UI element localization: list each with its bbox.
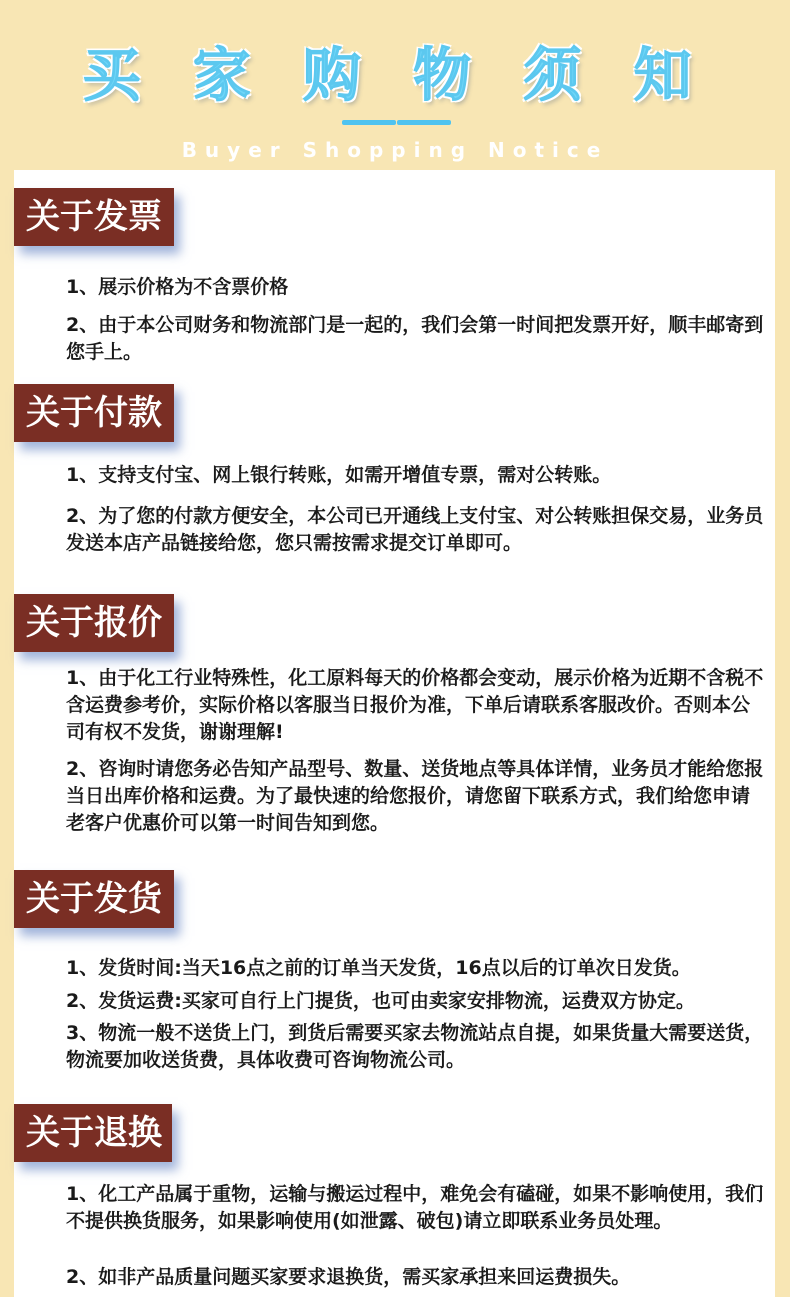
quotation-item-2: 2、咨询时请您务必告知产品型号、数量、送货地点等具体详情，业务员才能给您报当日出库价格和运费。为了最快速的给您报价，请您留下联系方式，我们给您申请老客户优惠价可以第一时间告知到您。: [66, 758, 764, 834]
page-title: 买 家 购 物 须 知: [82, 41, 708, 109]
invoice-item-2: 2、由于本公司财务和物流部门是一起的，我们会第一时间把发票开好，顺丰邮寄到您手上。: [66, 314, 764, 363]
section-title-quotation: 关于报价: [14, 594, 174, 652]
shipping-item-1: 1、发货时间:当天16点之前的订单当天发货，16点以后的订单次日发货。: [66, 957, 691, 979]
section-title-payment: 关于付款: [14, 384, 174, 442]
shipping-item-3: 3、物流一般不送货上门，到货后需要买家去物流站点自提，如果货量大需要送货，物流要加收送货费，具体收费可咨询物流公司。: [66, 1022, 764, 1071]
title-divider-left: [342, 120, 396, 125]
section-title-shipping: 关于发货: [14, 870, 174, 928]
section-title-invoice: 关于发票: [14, 188, 174, 246]
quotation-item-1: 1、由于化工行业特殊性，化工原料每天的价格都会变动，展示价格为近期不含税不含运费参考价，实际价格以客服当日报价为准，下单后请联系客服改价。否则本公司有权不发货，谢谢理解!: [66, 667, 764, 743]
shipping-item-2: 2、发货运费:买家可自行上门提货，也可由卖家安排物流，运费双方协定。: [66, 990, 695, 1012]
payment-item-2: 2、为了您的付款方便安全，本公司已开通线上支付宝、对公转账担保交易，业务员发送本店产品链接给您，您只需按需求提交订单即可。: [66, 505, 764, 554]
invoice-item-1: 1、展示价格为不含票价格: [66, 276, 289, 298]
returns-item-2: 2、如非产品质量问题买家要求退换货，需买家承担来回运费损失。: [66, 1266, 631, 1288]
page-header: [0, 0, 790, 170]
payment-item-1: 1、支持支付宝、网上银行转账，如需开增值专票，需对公转账。: [66, 464, 612, 486]
section-title-returns: 关于退换: [14, 1104, 172, 1162]
page-subtitle: Buyer Shopping Notice: [181, 138, 609, 162]
notice-panel: [14, 170, 775, 1297]
title-divider-right: [397, 120, 451, 125]
returns-item-1: 1、化工产品属于重物，运输与搬运过程中，难免会有磕碰，如果不影响使用，我们不提供换货服务，如果影响使用(如泄露、破包)请立即联系业务员处理。: [66, 1183, 764, 1232]
